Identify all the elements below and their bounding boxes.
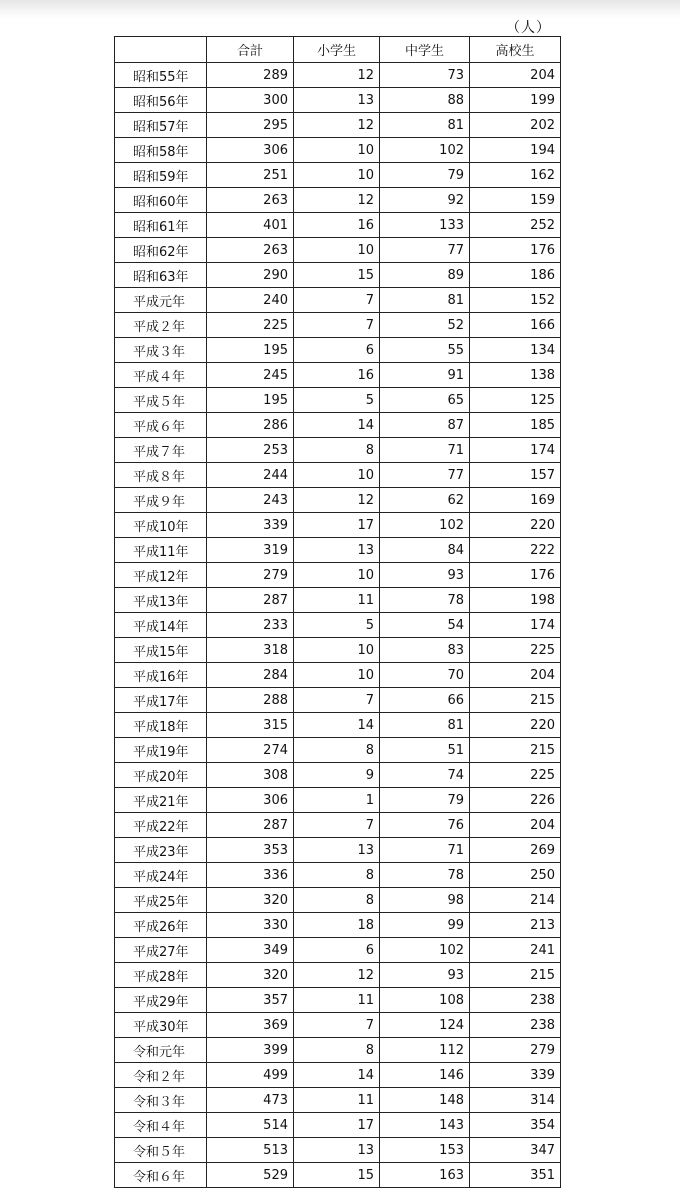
elementary-cell: 16 — [294, 363, 380, 388]
junior-high-cell: 51 — [380, 738, 470, 763]
junior-high-cell: 102 — [380, 513, 470, 538]
year-cell: 昭和55年 — [115, 63, 207, 88]
header-total: 合計 — [207, 37, 294, 63]
junior-high-cell: 77 — [380, 463, 470, 488]
elementary-cell: 11 — [294, 988, 380, 1013]
elementary-cell: 11 — [294, 588, 380, 613]
junior-high-cell: 88 — [380, 88, 470, 113]
high-school-cell: 169 — [470, 488, 561, 513]
header-row — [115, 37, 561, 63]
header-high-school: 高校生 — [470, 37, 561, 63]
table-row — [115, 488, 561, 513]
table-row — [115, 238, 561, 263]
elementary-cell: 12 — [294, 63, 380, 88]
year-cell: 令和２年 — [115, 1063, 207, 1088]
table-row — [115, 888, 561, 913]
total-cell: 320 — [207, 888, 294, 913]
total-cell: 330 — [207, 913, 294, 938]
table-body — [115, 63, 561, 1188]
junior-high-cell: 124 — [380, 1013, 470, 1038]
junior-high-cell: 52 — [380, 313, 470, 338]
table-row — [115, 763, 561, 788]
high-school-cell: 157 — [470, 463, 561, 488]
junior-high-cell: 65 — [380, 388, 470, 413]
high-school-cell: 220 — [470, 513, 561, 538]
elementary-cell: 11 — [294, 1088, 380, 1113]
junior-high-cell: 108 — [380, 988, 470, 1013]
year-cell: 平成18年 — [115, 713, 207, 738]
junior-high-cell: 99 — [380, 913, 470, 938]
year-cell: 平成23年 — [115, 838, 207, 863]
high-school-cell: 199 — [470, 88, 561, 113]
total-cell: 349 — [207, 938, 294, 963]
table-row — [115, 113, 561, 138]
high-school-cell: 215 — [470, 963, 561, 988]
table-row — [115, 1138, 561, 1163]
junior-high-cell: 71 — [380, 438, 470, 463]
high-school-cell: 152 — [470, 288, 561, 313]
table-row — [115, 313, 561, 338]
junior-high-cell: 133 — [380, 213, 470, 238]
elementary-cell: 8 — [294, 738, 380, 763]
high-school-cell: 226 — [470, 788, 561, 813]
high-school-cell: 162 — [470, 163, 561, 188]
table-row — [115, 88, 561, 113]
junior-high-cell: 81 — [380, 113, 470, 138]
total-cell: 319 — [207, 538, 294, 563]
year-cell: 平成22年 — [115, 813, 207, 838]
table-row — [115, 838, 561, 863]
total-cell: 195 — [207, 338, 294, 363]
year-cell: 平成27年 — [115, 938, 207, 963]
elementary-cell: 5 — [294, 613, 380, 638]
year-cell: 昭和59年 — [115, 163, 207, 188]
high-school-cell: 279 — [470, 1038, 561, 1063]
year-cell: 平成17年 — [115, 688, 207, 713]
elementary-cell: 6 — [294, 938, 380, 963]
year-cell: 令和元年 — [115, 1038, 207, 1063]
total-cell: 318 — [207, 638, 294, 663]
elementary-cell: 5 — [294, 388, 380, 413]
total-cell: 529 — [207, 1163, 294, 1188]
junior-high-cell: 70 — [380, 663, 470, 688]
elementary-cell: 15 — [294, 263, 380, 288]
year-cell: 昭和56年 — [115, 88, 207, 113]
elementary-cell: 1 — [294, 788, 380, 813]
total-cell: 499 — [207, 1063, 294, 1088]
junior-high-cell: 146 — [380, 1063, 470, 1088]
junior-high-cell: 79 — [380, 788, 470, 813]
high-school-cell: 213 — [470, 913, 561, 938]
total-cell: 306 — [207, 788, 294, 813]
total-cell: 300 — [207, 88, 294, 113]
year-cell: 平成11年 — [115, 538, 207, 563]
unit-label: （人） — [506, 20, 551, 36]
junior-high-cell: 153 — [380, 1138, 470, 1163]
table-row — [115, 963, 561, 988]
elementary-cell: 10 — [294, 663, 380, 688]
table-row — [115, 388, 561, 413]
junior-high-cell: 112 — [380, 1038, 470, 1063]
total-cell: 308 — [207, 763, 294, 788]
year-cell: 平成８年 — [115, 463, 207, 488]
junior-high-cell: 92 — [380, 188, 470, 213]
elementary-cell: 13 — [294, 838, 380, 863]
junior-high-cell: 73 — [380, 63, 470, 88]
elementary-cell: 7 — [294, 313, 380, 338]
year-cell: 平成28年 — [115, 963, 207, 988]
total-cell: 401 — [207, 213, 294, 238]
elementary-cell: 14 — [294, 713, 380, 738]
high-school-cell: 225 — [470, 638, 561, 663]
high-school-cell: 204 — [470, 63, 561, 88]
total-cell: 287 — [207, 813, 294, 838]
junior-high-cell: 143 — [380, 1113, 470, 1138]
year-cell: 平成４年 — [115, 363, 207, 388]
total-cell: 295 — [207, 113, 294, 138]
year-cell: 平成16年 — [115, 663, 207, 688]
elementary-cell: 12 — [294, 188, 380, 213]
header-junior-high: 中学生 — [380, 37, 470, 63]
total-cell: 320 — [207, 963, 294, 988]
year-cell: 平成25年 — [115, 888, 207, 913]
header-corner — [115, 37, 207, 63]
total-cell: 369 — [207, 1013, 294, 1038]
high-school-cell: 347 — [470, 1138, 561, 1163]
high-school-cell: 174 — [470, 438, 561, 463]
total-cell: 251 — [207, 163, 294, 188]
junior-high-cell: 83 — [380, 638, 470, 663]
table-row — [115, 338, 561, 363]
elementary-cell: 17 — [294, 513, 380, 538]
year-cell: 平成15年 — [115, 638, 207, 663]
table-row — [115, 588, 561, 613]
data-table — [114, 36, 561, 1188]
junior-high-cell: 93 — [380, 563, 470, 588]
total-cell: 287 — [207, 588, 294, 613]
year-cell: 平成29年 — [115, 988, 207, 1013]
elementary-cell: 16 — [294, 213, 380, 238]
table-row — [115, 363, 561, 388]
table-row — [115, 288, 561, 313]
year-cell: 平成３年 — [115, 338, 207, 363]
total-cell: 514 — [207, 1113, 294, 1138]
year-cell: 昭和57年 — [115, 113, 207, 138]
table-row — [115, 513, 561, 538]
table-row — [115, 663, 561, 688]
elementary-cell: 15 — [294, 1163, 380, 1188]
table-row — [115, 988, 561, 1013]
year-cell: 平成６年 — [115, 413, 207, 438]
junior-high-cell: 163 — [380, 1163, 470, 1188]
junior-high-cell: 66 — [380, 688, 470, 713]
high-school-cell: 202 — [470, 113, 561, 138]
elementary-cell: 14 — [294, 1063, 380, 1088]
elementary-cell: 7 — [294, 813, 380, 838]
high-school-cell: 215 — [470, 688, 561, 713]
elementary-cell: 13 — [294, 538, 380, 563]
table-row — [115, 938, 561, 963]
junior-high-cell: 76 — [380, 813, 470, 838]
elementary-cell: 10 — [294, 238, 380, 263]
total-cell: 286 — [207, 413, 294, 438]
table-row — [115, 1163, 561, 1188]
high-school-cell: 214 — [470, 888, 561, 913]
elementary-cell: 17 — [294, 1113, 380, 1138]
total-cell: 274 — [207, 738, 294, 763]
table-row — [115, 713, 561, 738]
junior-high-cell: 77 — [380, 238, 470, 263]
total-cell: 336 — [207, 863, 294, 888]
year-cell: 平成13年 — [115, 588, 207, 613]
high-school-cell: 238 — [470, 988, 561, 1013]
table-row — [115, 913, 561, 938]
high-school-cell: 269 — [470, 838, 561, 863]
total-cell: 473 — [207, 1088, 294, 1113]
high-school-cell: 204 — [470, 813, 561, 838]
high-school-cell: 186 — [470, 263, 561, 288]
junior-high-cell: 91 — [380, 363, 470, 388]
high-school-cell: 159 — [470, 188, 561, 213]
table-row — [115, 213, 561, 238]
elementary-cell: 7 — [294, 1013, 380, 1038]
elementary-cell: 7 — [294, 688, 380, 713]
year-cell: 昭和58年 — [115, 138, 207, 163]
high-school-cell: 174 — [470, 613, 561, 638]
high-school-cell: 194 — [470, 138, 561, 163]
year-cell: 令和６年 — [115, 1163, 207, 1188]
high-school-cell: 220 — [470, 713, 561, 738]
junior-high-cell: 148 — [380, 1088, 470, 1113]
high-school-cell: 225 — [470, 763, 561, 788]
year-cell: 平成19年 — [115, 738, 207, 763]
table-row — [115, 188, 561, 213]
elementary-cell: 9 — [294, 763, 380, 788]
elementary-cell: 6 — [294, 338, 380, 363]
year-cell: 令和５年 — [115, 1138, 207, 1163]
high-school-cell: 241 — [470, 938, 561, 963]
elementary-cell: 13 — [294, 88, 380, 113]
junior-high-cell: 87 — [380, 413, 470, 438]
elementary-cell: 8 — [294, 438, 380, 463]
elementary-cell: 12 — [294, 488, 380, 513]
elementary-cell: 12 — [294, 963, 380, 988]
year-cell: 昭和62年 — [115, 238, 207, 263]
table-row — [115, 788, 561, 813]
elementary-cell: 8 — [294, 888, 380, 913]
table-row — [115, 863, 561, 888]
elementary-cell: 10 — [294, 163, 380, 188]
year-cell: 昭和60年 — [115, 188, 207, 213]
table-row — [115, 63, 561, 88]
total-cell: 253 — [207, 438, 294, 463]
junior-high-cell: 102 — [380, 938, 470, 963]
year-cell: 昭和63年 — [115, 263, 207, 288]
high-school-cell: 176 — [470, 238, 561, 263]
table-row — [115, 638, 561, 663]
table-row — [115, 1038, 561, 1063]
junior-high-cell: 62 — [380, 488, 470, 513]
table-row — [115, 613, 561, 638]
junior-high-cell: 71 — [380, 838, 470, 863]
elementary-cell: 10 — [294, 638, 380, 663]
high-school-cell: 166 — [470, 313, 561, 338]
year-cell: 平成20年 — [115, 763, 207, 788]
high-school-cell: 252 — [470, 213, 561, 238]
total-cell: 288 — [207, 688, 294, 713]
junior-high-cell: 78 — [380, 863, 470, 888]
total-cell: 306 — [207, 138, 294, 163]
year-cell: 平成24年 — [115, 863, 207, 888]
junior-high-cell: 84 — [380, 538, 470, 563]
total-cell: 353 — [207, 838, 294, 863]
high-school-cell: 351 — [470, 1163, 561, 1188]
total-cell: 225 — [207, 313, 294, 338]
elementary-cell: 10 — [294, 138, 380, 163]
year-cell: 平成14年 — [115, 613, 207, 638]
table-row — [115, 138, 561, 163]
table-row — [115, 1113, 561, 1138]
high-school-cell: 339 — [470, 1063, 561, 1088]
junior-high-cell: 81 — [380, 288, 470, 313]
elementary-cell: 8 — [294, 1038, 380, 1063]
table-row — [115, 438, 561, 463]
high-school-cell: 125 — [470, 388, 561, 413]
year-cell: 平成２年 — [115, 313, 207, 338]
elementary-cell: 10 — [294, 563, 380, 588]
junior-high-cell: 102 — [380, 138, 470, 163]
table-row — [115, 688, 561, 713]
total-cell: 284 — [207, 663, 294, 688]
elementary-cell: 18 — [294, 913, 380, 938]
year-cell: 平成７年 — [115, 438, 207, 463]
year-cell: 平成10年 — [115, 513, 207, 538]
total-cell: 339 — [207, 513, 294, 538]
table-row — [115, 1013, 561, 1038]
total-cell: 245 — [207, 363, 294, 388]
total-cell: 195 — [207, 388, 294, 413]
year-cell: 令和４年 — [115, 1113, 207, 1138]
table-row — [115, 813, 561, 838]
total-cell: 290 — [207, 263, 294, 288]
high-school-cell: 222 — [470, 538, 561, 563]
junior-high-cell: 78 — [380, 588, 470, 613]
high-school-cell: 138 — [470, 363, 561, 388]
high-school-cell: 185 — [470, 413, 561, 438]
high-school-cell: 176 — [470, 563, 561, 588]
total-cell: 233 — [207, 613, 294, 638]
table-row — [115, 1063, 561, 1088]
year-cell: 昭和61年 — [115, 213, 207, 238]
year-cell: 平成９年 — [115, 488, 207, 513]
high-school-cell: 354 — [470, 1113, 561, 1138]
high-school-cell: 314 — [470, 1088, 561, 1113]
total-cell: 357 — [207, 988, 294, 1013]
elementary-cell: 7 — [294, 288, 380, 313]
total-cell: 243 — [207, 488, 294, 513]
total-cell: 263 — [207, 238, 294, 263]
junior-high-cell: 54 — [380, 613, 470, 638]
table-row — [115, 738, 561, 763]
junior-high-cell: 93 — [380, 963, 470, 988]
high-school-cell: 134 — [470, 338, 561, 363]
elementary-cell: 8 — [294, 863, 380, 888]
table-row — [115, 463, 561, 488]
year-cell: 平成12年 — [115, 563, 207, 588]
table-row — [115, 538, 561, 563]
junior-high-cell: 81 — [380, 713, 470, 738]
junior-high-cell: 98 — [380, 888, 470, 913]
elementary-cell: 13 — [294, 1138, 380, 1163]
high-school-cell: 215 — [470, 738, 561, 763]
high-school-cell: 238 — [470, 1013, 561, 1038]
elementary-cell: 10 — [294, 463, 380, 488]
total-cell: 263 — [207, 188, 294, 213]
year-cell: 平成26年 — [115, 913, 207, 938]
year-cell: 平成元年 — [115, 288, 207, 313]
table-row — [115, 263, 561, 288]
table-row — [115, 163, 561, 188]
year-cell: 平成21年 — [115, 788, 207, 813]
high-school-cell: 250 — [470, 863, 561, 888]
total-cell: 240 — [207, 288, 294, 313]
high-school-cell: 198 — [470, 588, 561, 613]
junior-high-cell: 89 — [380, 263, 470, 288]
total-cell: 244 — [207, 463, 294, 488]
elementary-cell: 12 — [294, 113, 380, 138]
junior-high-cell: 79 — [380, 163, 470, 188]
elementary-cell: 14 — [294, 413, 380, 438]
year-cell: 平成５年 — [115, 388, 207, 413]
table-row — [115, 1088, 561, 1113]
total-cell: 513 — [207, 1138, 294, 1163]
top-shadow — [0, 0, 680, 20]
junior-high-cell: 55 — [380, 338, 470, 363]
table-row — [115, 563, 561, 588]
year-cell: 平成30年 — [115, 1013, 207, 1038]
total-cell: 315 — [207, 713, 294, 738]
junior-high-cell: 74 — [380, 763, 470, 788]
year-cell: 令和３年 — [115, 1088, 207, 1113]
total-cell: 399 — [207, 1038, 294, 1063]
total-cell: 289 — [207, 63, 294, 88]
total-cell: 279 — [207, 563, 294, 588]
header-elementary: 小学生 — [294, 37, 380, 63]
high-school-cell: 204 — [470, 663, 561, 688]
table-row — [115, 413, 561, 438]
